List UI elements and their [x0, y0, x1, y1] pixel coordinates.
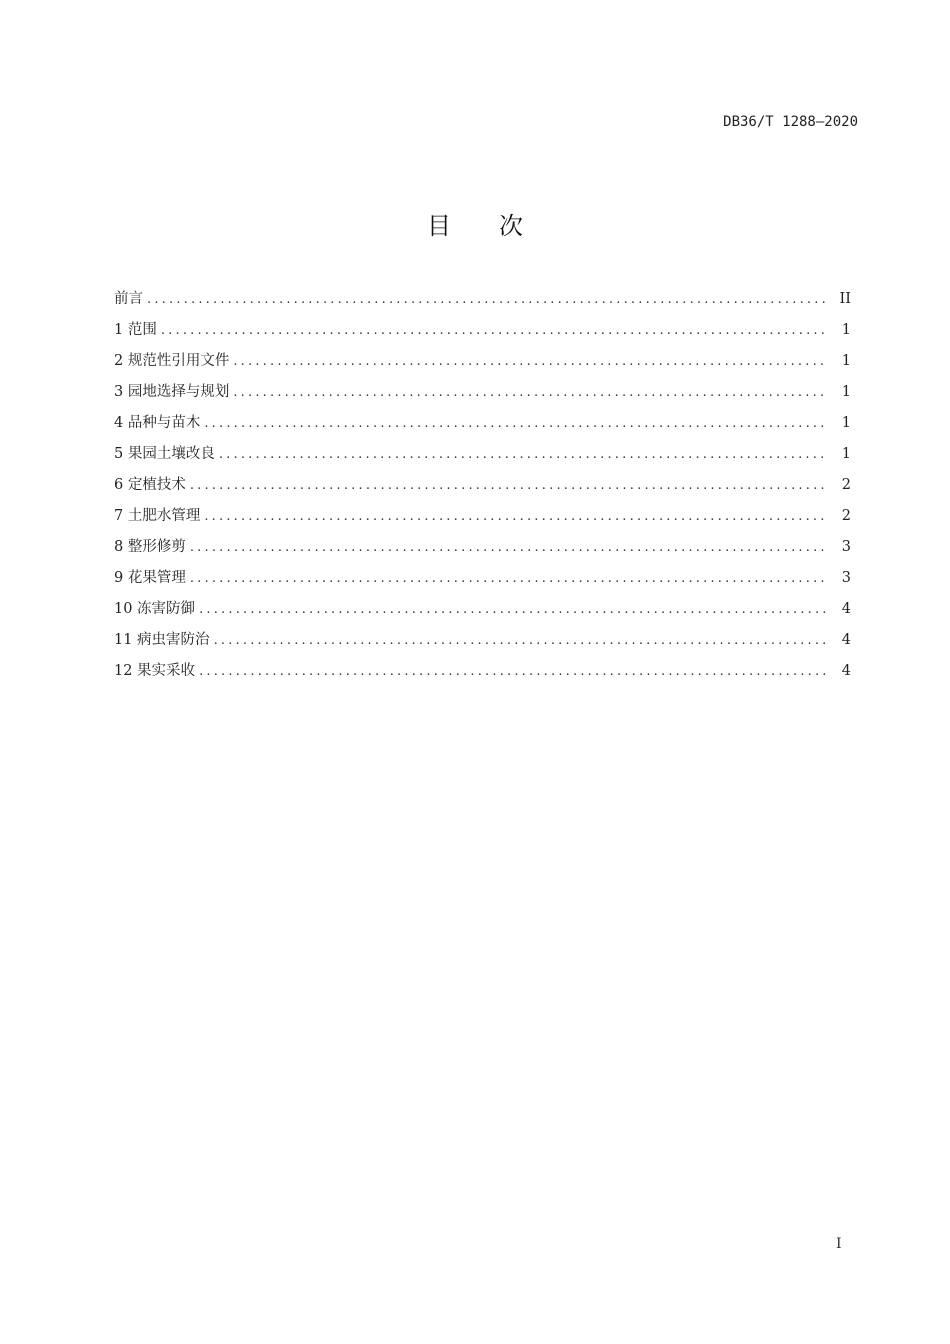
- page-number: I: [836, 1236, 842, 1252]
- table-of-contents: [114, 288, 851, 691]
- toc-entry-page: 1: [841, 322, 851, 338]
- toc-entry-preface[interactable]: [114, 288, 851, 319]
- toc-entry-7[interactable]: [114, 505, 851, 536]
- toc-leader-dots: [190, 537, 827, 559]
- toc-leader-dots: [214, 630, 827, 652]
- toc-entry-label: 12 果实采收: [114, 663, 196, 679]
- toc-entry-4[interactable]: [114, 412, 851, 443]
- toc-entry-page: 3: [841, 570, 851, 586]
- toc-leader-dots: [233, 382, 827, 404]
- toc-leader-dots: [190, 568, 827, 590]
- toc-entry-1[interactable]: [114, 319, 851, 350]
- toc-entry-9[interactable]: [114, 567, 851, 598]
- toc-leader-dots: [199, 661, 827, 683]
- toc-entry-page: 2: [841, 508, 851, 524]
- toc-entry-page: 1: [841, 353, 851, 369]
- toc-entry-8[interactable]: [114, 536, 851, 567]
- toc-entry-page: 4: [841, 632, 851, 648]
- toc-entry-page: 1: [841, 415, 851, 431]
- document-code: DB36/T 1288—2020: [723, 114, 858, 130]
- toc-entry-label: 11 病虫害防治: [114, 632, 210, 648]
- toc-leader-dots: [199, 599, 827, 621]
- toc-entry-page: II: [839, 291, 851, 307]
- toc-entry-6[interactable]: [114, 474, 851, 505]
- toc-entry-label: 4 品种与苗木: [114, 415, 201, 431]
- toc-entry-label: 3 园地选择与规划: [114, 384, 230, 400]
- toc-entry-label: 前言: [114, 291, 143, 307]
- toc-leader-dots: [204, 413, 827, 435]
- toc-leader-dots: [233, 351, 827, 373]
- toc-entry-11[interactable]: [114, 629, 851, 660]
- toc-leader-dots: [161, 320, 827, 342]
- toc-entry-label: 8 整形修剪: [114, 539, 186, 555]
- toc-entry-page: 4: [841, 601, 851, 617]
- toc-entry-label: 1 范围: [114, 322, 157, 338]
- page-title: 目次: [427, 212, 571, 240]
- toc-entry-3[interactable]: [114, 381, 851, 412]
- toc-entry-label: 9 花果管理: [114, 570, 186, 586]
- toc-entry-page: 2: [841, 477, 851, 493]
- toc-entry-page: 3: [841, 539, 851, 555]
- toc-leader-dots: [219, 444, 827, 466]
- toc-entry-label: 2 规范性引用文件: [114, 353, 230, 369]
- toc-entry-2[interactable]: [114, 350, 851, 381]
- toc-leader-dots: [204, 506, 827, 528]
- toc-entry-10[interactable]: [114, 598, 851, 629]
- toc-entry-page: 1: [841, 384, 851, 400]
- toc-leader-dots: [147, 289, 827, 311]
- toc-entry-label: 7 土肥水管理: [114, 508, 201, 524]
- toc-entry-label: 5 果园土壤改良: [114, 446, 215, 462]
- toc-entry-page: 1: [841, 446, 851, 462]
- toc-entry-5[interactable]: [114, 443, 851, 474]
- toc-entry-page: 4: [841, 663, 851, 679]
- toc-entry-12[interactable]: [114, 660, 851, 691]
- toc-entry-label: 6 定植技术: [114, 477, 186, 493]
- toc-leader-dots: [190, 475, 827, 497]
- toc-entry-label: 10 冻害防御: [114, 601, 196, 617]
